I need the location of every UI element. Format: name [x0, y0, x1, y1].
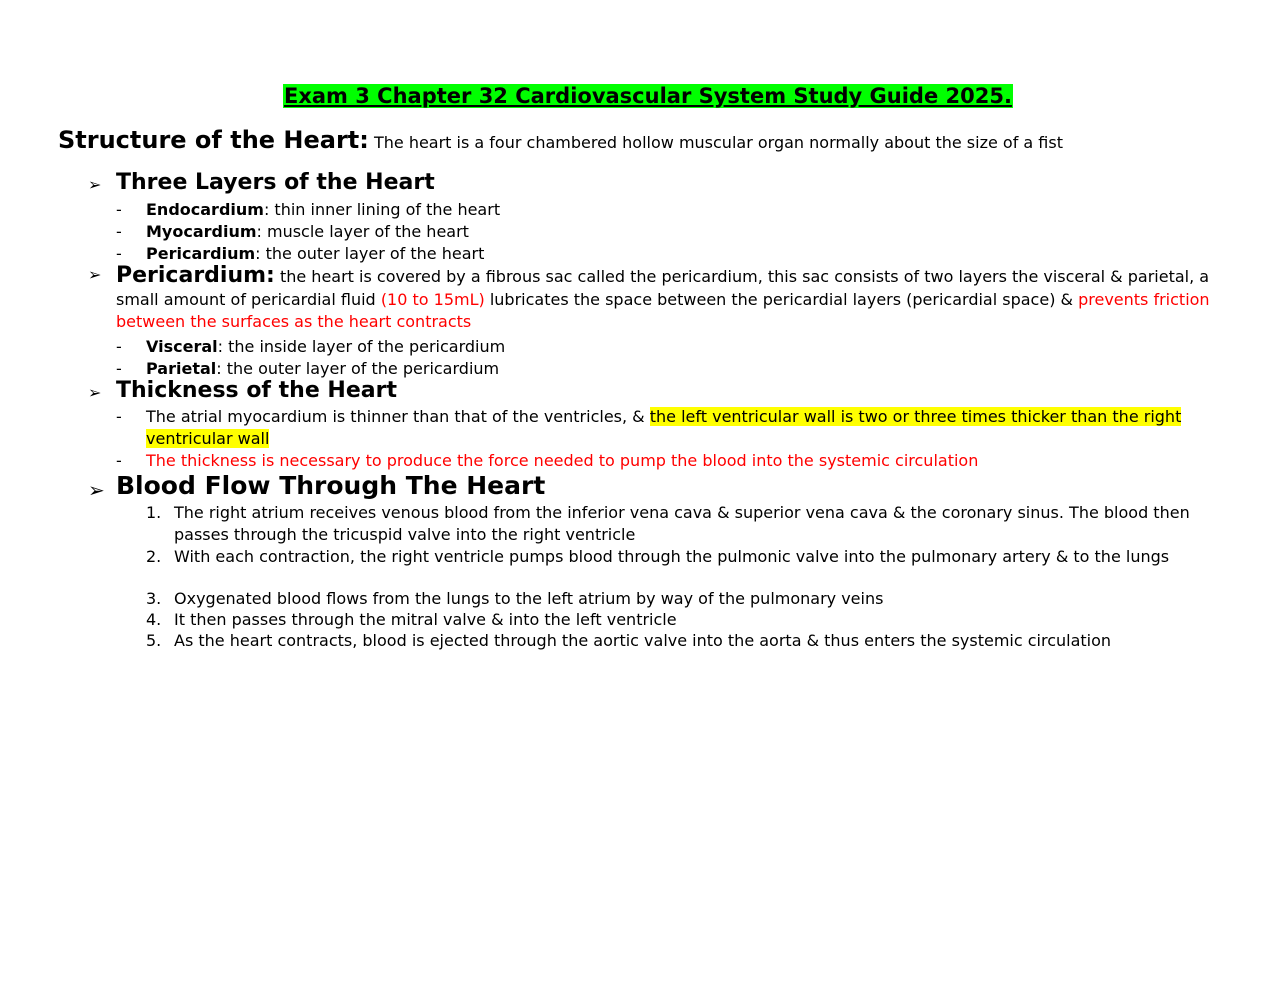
arrow-bullet-icon: ➢	[88, 175, 102, 194]
arrow-bullet-icon: ➢	[88, 477, 105, 502]
dash-bullet: -	[116, 244, 122, 263]
dash-bullet: -	[116, 200, 122, 219]
layer-desc: : the outer layer of the heart	[255, 244, 485, 263]
blood-flow-step	[146, 609, 1216, 631]
blood-flow-section-heading	[88, 471, 545, 502]
layer-term: Pericardium	[146, 244, 256, 263]
thickness-heading: Thickness of the Heart	[116, 378, 397, 403]
layer-term: Myocardium	[146, 222, 257, 241]
blood-flow-step	[146, 502, 1216, 546]
layer-item-endocardium	[116, 199, 500, 221]
blood-flow-step	[146, 588, 1216, 610]
layer-desc: : thin inner lining of the heart	[263, 200, 501, 219]
step-number: 4.	[146, 610, 162, 629]
layers-section-heading	[88, 170, 435, 195]
step-text: As the heart contracts, blood is ejected through the aortic valve into the aorta & thus enters the systemic circulation	[174, 631, 1112, 650]
structure-heading: Structure of the Heart:	[58, 126, 369, 154]
arrow-bullet-icon: ➢	[88, 383, 102, 402]
pericardium-text-2: lubricates the space between the pericardial layers (pericardial space) &	[489, 289, 1073, 309]
pericardium-term: Parietal	[146, 359, 217, 378]
step-text: With each contraction, the right ventricle pumps blood through the pulmonic valve into the pulmonary artery & to the lungs	[174, 547, 1170, 566]
step-text: The right atrium receives venous blood from the inferior vena cava & superior vena cava & the coronary sinus. The blood then passes through the tricuspid valve into the right ventricle	[174, 503, 1190, 544]
dash-bullet: -	[116, 222, 122, 241]
step-number: 2.	[146, 547, 162, 566]
blood-flow-step	[146, 630, 1216, 652]
thickness-item-1	[116, 406, 1211, 450]
step-number: 3.	[146, 589, 162, 608]
pericardium-paragraph	[116, 265, 1211, 334]
structure-text: The heart is a four chambered hollow muscular organ normally about the size of a fist	[373, 133, 1063, 152]
layers-heading: Three Layers of the Heart	[116, 170, 435, 195]
layer-item-pericardium	[116, 243, 484, 265]
thickness-item-2	[116, 450, 978, 472]
dash-bullet: -	[116, 407, 122, 426]
arrow-bullet-icon: ➢	[88, 265, 102, 284]
thickness-section-heading	[88, 378, 397, 403]
pericardium-text-1: the heart is covered by a fibrous sac called the pericardium, this sac consists of two layers the visceral & parietal, a small amount of pericardial fluid	[116, 267, 1210, 309]
step-text: It then passes through the mitral valve & into the left ventricle	[174, 610, 677, 629]
pericardium-item-parietal	[116, 358, 499, 380]
layer-desc: : muscle layer of the heart	[256, 222, 469, 241]
page-title	[283, 82, 1013, 110]
step-number: 1.	[146, 503, 162, 522]
blood-flow-heading: Blood Flow Through The Heart	[116, 471, 546, 500]
structure-intro	[58, 124, 1063, 159]
pericardium-term: Visceral	[146, 337, 218, 356]
dash-bullet: -	[116, 359, 122, 378]
pericardium-section-bullet	[88, 264, 116, 284]
thickness-text: The atrial myocardium is thinner than that of the ventricles, &	[146, 407, 645, 426]
dash-bullet: -	[116, 451, 122, 470]
layer-item-myocardium	[116, 221, 469, 243]
dash-bullet: -	[116, 337, 122, 356]
pericardium-item-visceral	[116, 336, 505, 358]
blood-flow-step	[146, 546, 1216, 568]
thickness-emphasis: The thickness is necessary to produce the force needed to pump the blood into the systemic circulation	[146, 451, 979, 470]
pericardium-emphasis: prevents friction between the surfaces as the heart contracts	[116, 289, 1210, 331]
layer-term: Endocardium	[146, 200, 264, 219]
step-number: 5.	[146, 631, 162, 650]
pericardium-fluid-volume: (10 to 15mL)	[380, 289, 485, 309]
pericardium-desc: : the inside layer of the pericardium	[217, 337, 506, 356]
pericardium-desc: : the outer layer of the pericardium	[216, 359, 500, 378]
thickness-highlight: the left ventricular wall is two or three times thicker than the right ventricular wall	[146, 407, 1182, 448]
step-text: Oxygenated blood flows from the lungs to the left atrium by way of the pulmonary veins	[174, 589, 884, 608]
pericardium-heading: Pericardium:	[116, 263, 275, 288]
title-text: Exam 3 Chapter 32 Cardiovascular System Study Guide 2025.	[284, 84, 1012, 108]
